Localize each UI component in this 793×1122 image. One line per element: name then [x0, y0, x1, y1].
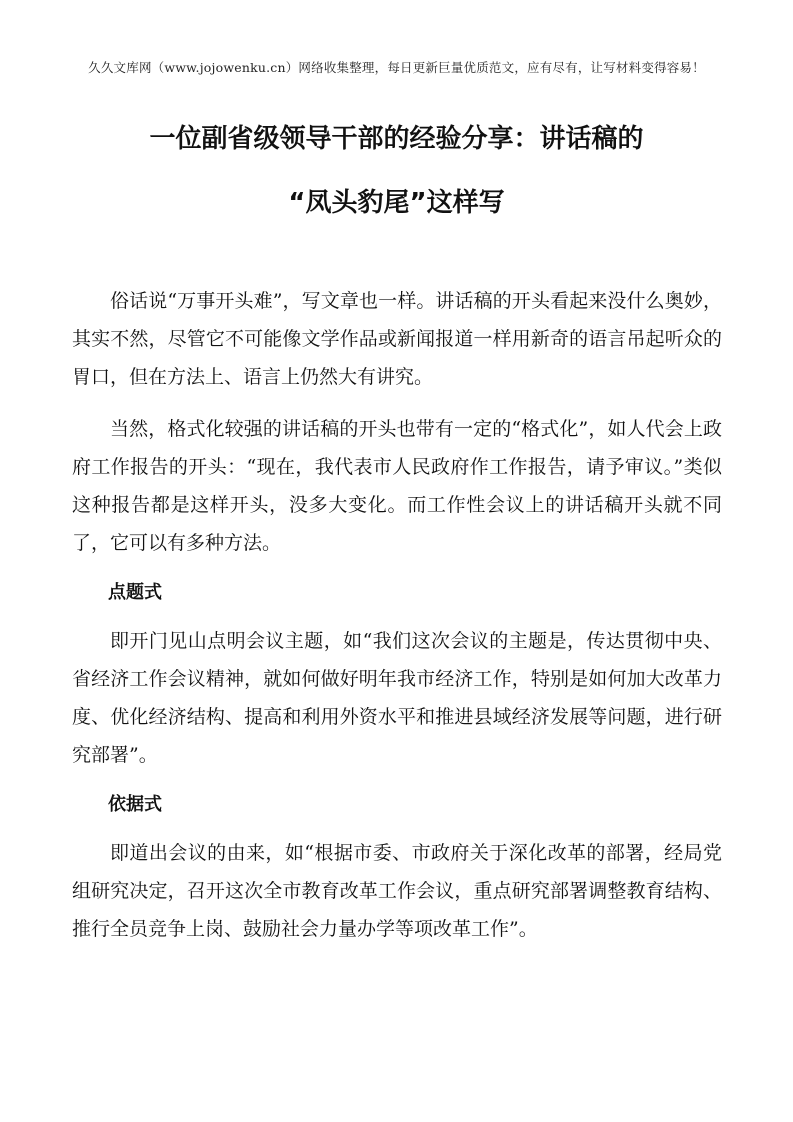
paragraph-dianti: 即开门见山点明会议主题，如“我们这次会议的主题是，传达贯彻中央、省经济工作会议精神，就如何做好明年我市经济工作，特别是如何加大改革力度、优化经济结构、提高和利用外资水平和推进县域经济发展等问题，进行研究部署”。 — [72, 630, 722, 766]
page-header-note: 久久文库网（www.jojowenku.cn）网络收集整理，每日更新巨量优质范文，应有尽有，让写材料变得容易！ — [88, 60, 705, 75]
document-title-line-1: 一位副省级领导干部的经验分享：讲话稿的 — [149, 124, 644, 154]
document-title-line-2: “凤头豹尾”这样写 — [288, 188, 505, 218]
document-body — [72, 282, 722, 962]
paragraph-format: 当然，格式化较强的讲话稿的开头也带有一定的“格式化”，如人代会上政府工作报告的开头：“现在，我代表市人民政府作工作报告，请予审议。”类似这种报告都是这样开头，没多大变化。而工作性会议上的讲话稿开头就不同了，它可以有多种方法。 — [72, 418, 722, 554]
section-heading-yiju: 依据式 — [108, 794, 162, 815]
paragraph-intro: 俗话说“万事开头难”，写文章也一样。讲话稿的开头看起来没什么奥妙，其实不然，尽管它不可能像文学作品或新闻报道一样用新奇的语言吊起听众的胃口，但在方法上、语言上仍然大有讲究。 — [72, 290, 722, 388]
paragraph-yiju: 即道出会议的由来，如“根据市委、市政府关于深化改革的部署，经局党组研究决定，召开这次全市教育改革工作会议，重点研究部署调整教育结构、推行全员竞争上岗、鼓励社会力量办学等项改革工作”。 — [72, 842, 722, 940]
section-heading-dianti: 点题式 — [108, 582, 162, 603]
